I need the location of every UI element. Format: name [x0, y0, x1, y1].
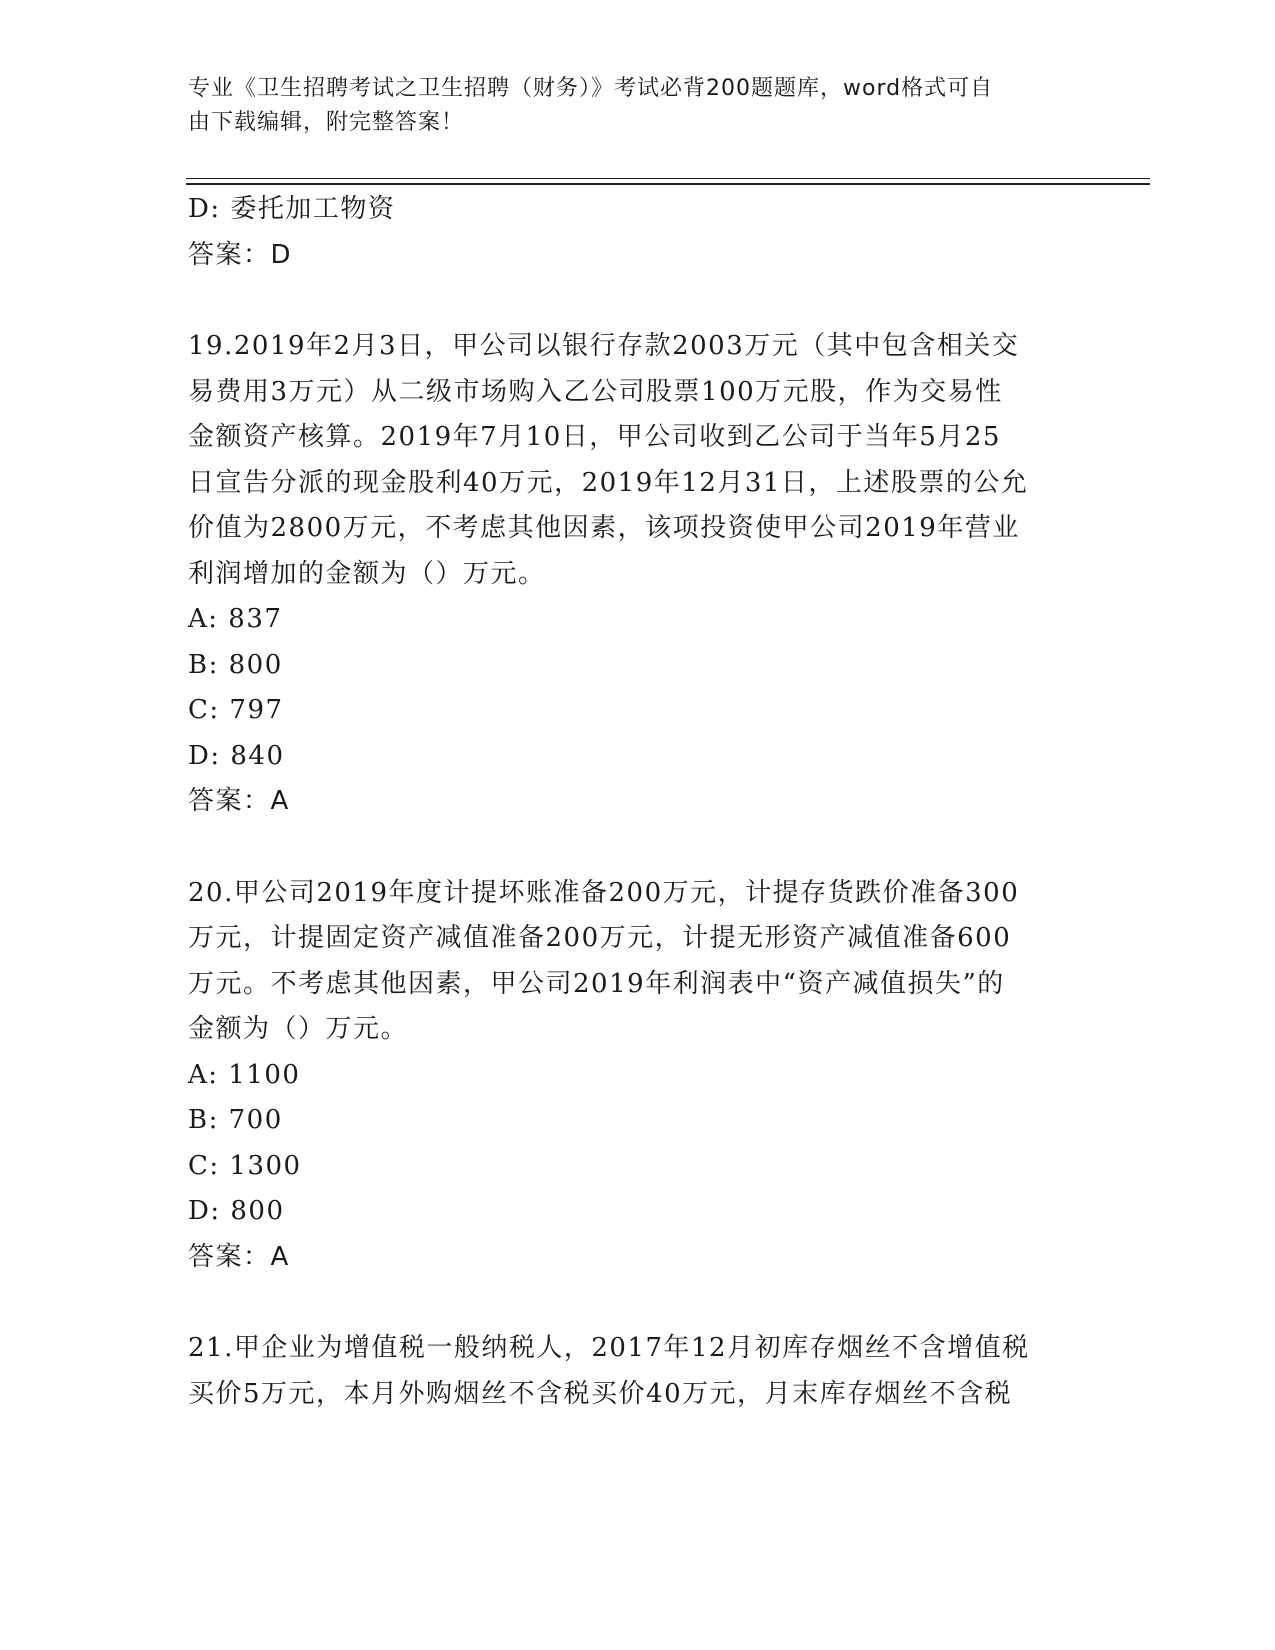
question-text-line: 金额为（）万元。 [188, 1014, 409, 1044]
option-a: A: 1100 [188, 1059, 301, 1090]
spacer [188, 1280, 1088, 1326]
option-d: D: 800 [188, 1196, 285, 1226]
question-21 [188, 1326, 1088, 1417]
question-text-line: 19.2019年2月3日，甲公司以银行存款2003万元（其中包含相关交 [188, 331, 1020, 361]
question-text-line: 万元。不考虑其他因素，甲公司2019年利润表中“资产减值损失”的 [188, 968, 1005, 999]
question-text-line: 易费用3万元）从二级市场购入乙公司股票100万元股，作为交易性 [188, 376, 1003, 407]
option-b: B: 800 [188, 649, 283, 680]
option-c: C: 797 [188, 695, 284, 725]
answer: 答案：D [188, 239, 293, 270]
option-d: D: 委托加工物资 [188, 194, 396, 224]
header-line-1: 专业《卫生招聘考试之卫生招聘（财务）》考试必背200题题库，word格式可自 [188, 76, 994, 101]
document-body [188, 187, 1088, 1417]
spacer [188, 278, 1088, 324]
header-line-2: 由下载编辑，附完整答案！ [188, 110, 465, 135]
question-text-line: 21.甲企业为增值税一般纳税人，2017年12月初库存烟丝不含增值税 [188, 1333, 1030, 1363]
header-divider-thin [186, 178, 1150, 179]
answer: 答案：A [188, 786, 290, 816]
document-header [188, 72, 1068, 140]
option-a: A: 837 [188, 604, 283, 634]
option-c: C: 1300 [188, 1150, 302, 1181]
question-text-line: 价值为2800万元，不考虑其他因素，该项投资使甲公司2019年营业 [188, 513, 1020, 543]
spacer [188, 825, 1088, 871]
option-b: B: 700 [188, 1105, 283, 1135]
question-19 [188, 324, 1088, 597]
header-divider-thick [186, 183, 1150, 185]
question-text-line: 买价5万元，本月外购烟丝不含税买价40万元，月末库存烟丝不含税 [188, 1378, 1013, 1409]
question-text-line: 万元，计提固定资产减值准备200万元，计提无形资产减值准备600 [188, 923, 1012, 953]
question-text-line: 20.甲公司2019年度计提坏账准备200万元，计提存货跌价准备300 [188, 877, 1020, 908]
question-text-line: 利润增加的金额为（）万元。 [188, 558, 546, 589]
question-text-line: 日宣告分派的现金股利40万元，2019年12月31日，上述股票的公允 [188, 467, 1029, 498]
option-d: D: 840 [188, 740, 285, 771]
question-20 [188, 871, 1088, 1053]
question-text-line: 金额资产核算。2019年7月10日，甲公司收到乙公司于当年5月25 [188, 422, 1001, 452]
answer: 答案：A [188, 1241, 290, 1272]
